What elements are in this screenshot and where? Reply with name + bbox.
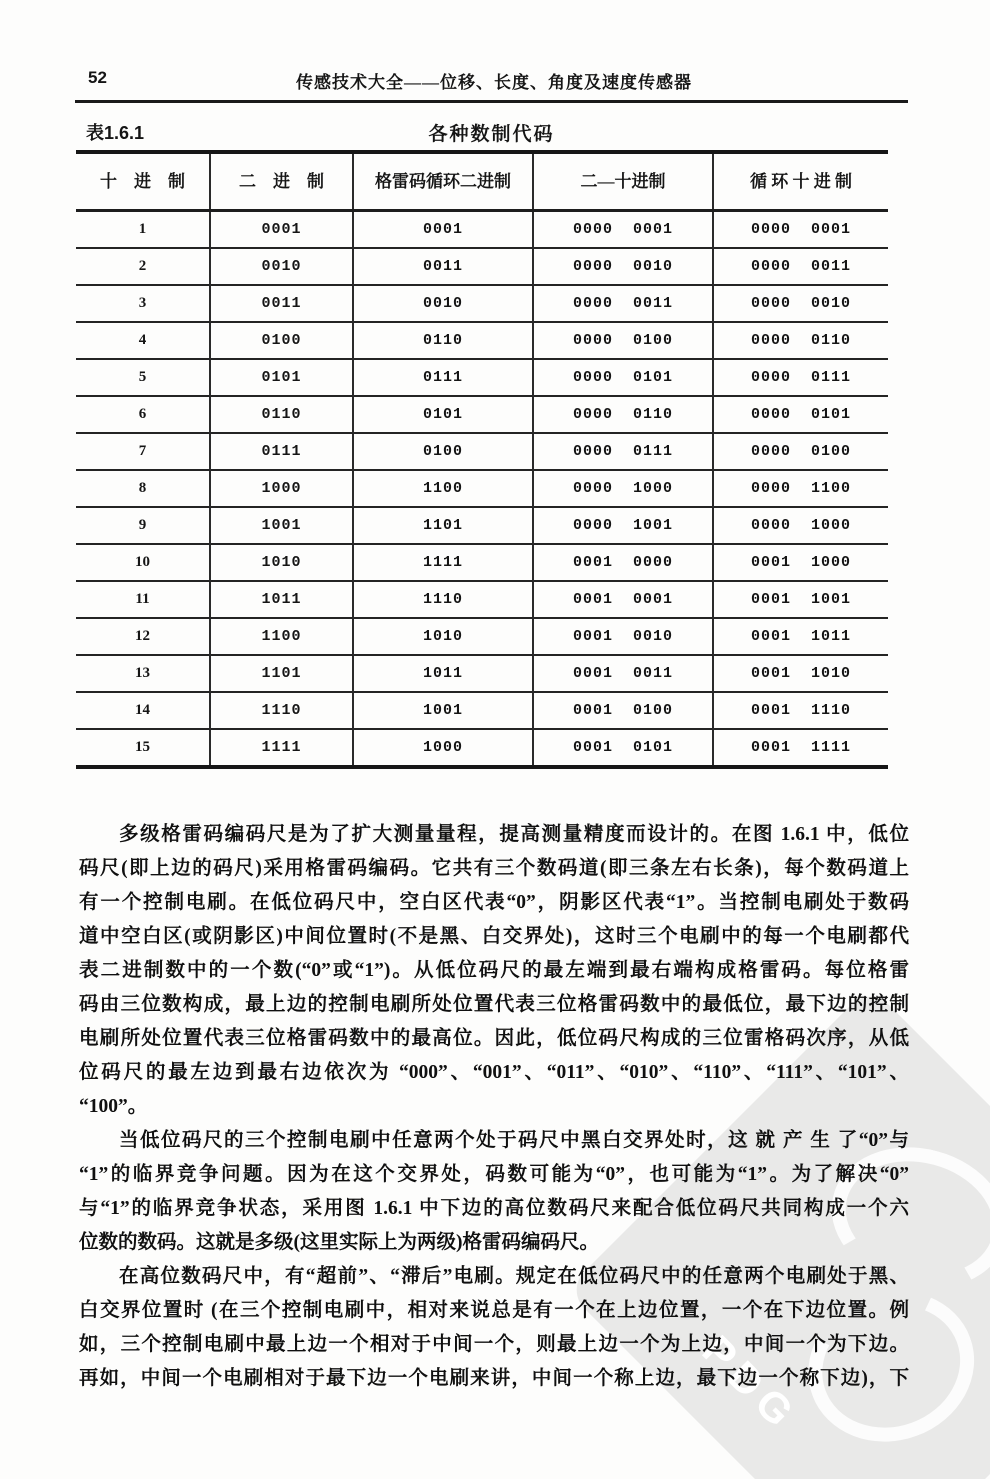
table-row [76,323,888,360]
watermark-pdg-label: PDG [693,1326,809,1441]
table-row [76,212,888,249]
text-line: 码由三位数构成，最上边的控制电刷所处位置代表三位格雷码数中的最低位，最下边的控制 [79,994,909,1015]
cell-bcd: 0000 1001 [534,508,714,545]
cell-bcd: 0001 0000 [534,545,714,582]
cell-cyclic-decimal: 0000 1000 [714,508,888,545]
cell-cyclic-decimal: 0000 1100 [714,471,888,508]
cell-cyclic-decimal: 0001 1110 [714,693,888,730]
table-row [76,508,888,545]
table-row [76,582,888,619]
cell-decimal: 3 [76,286,211,323]
cell-cyclic-decimal: 0001 1000 [714,545,888,582]
cell-decimal: 12 [76,619,211,656]
cell-bcd: 0000 0100 [534,323,714,360]
text-line: 有一个控制电刷。在低位码尺中，空白区代表“0”，阴影区代表“1”。当控制电刷处于数码 [79,892,909,913]
cell-gray-binary: 0001 [354,212,534,249]
table-row [76,471,888,508]
cell-cyclic-decimal: 0001 1111 [750,739,851,756]
cell-gray-binary: 1001 [354,693,534,730]
table-row [76,619,888,656]
text-line: 白交界位置时 (在三个控制电刷中，相对来说总是有一个在上边位置，一个在下边位置。例 [79,1300,909,1321]
cell-bcd: 0000 1000 [534,471,714,508]
cell-gray-binary: 0111 [354,360,534,397]
col-header-gray-binary: 格雷码循环二进制 [354,154,534,209]
cell-gray-binary: 0101 [354,397,534,434]
cell-cyclic-decimal: 0000 0010 [714,286,888,323]
cell-decimal: 1 [76,212,211,249]
table-row [76,693,888,730]
cell-gray-binary: 0100 [354,434,534,471]
cell-decimal: 8 [76,471,211,508]
table-body [76,212,888,765]
body-text [79,818,909,1396]
cell-binary: 1010 [211,545,354,582]
cell-binary: 0110 [211,397,354,434]
text-line: 多级格雷码编码尺是为了扩大测量量程，提高测量精度而设计的。在图 1.6.1 中，低位 [119,824,909,845]
cell-decimal: 11 [76,582,211,619]
text-line: 与“1”的临界竞争状态，采用图 1.6.1 中下边的高位数码尺来配合低位码尺共同构成一个六 [79,1198,909,1219]
text-line: “1”的临界竞争问题。因为在这个交界处，码数可能为“0”，也可能为“1”。为了解决“0” [79,1164,909,1185]
cell-cyclic-decimal: 0000 0110 [714,323,888,360]
table-row [76,360,888,397]
col-header-decimal: 十 进 制 [76,154,211,209]
cell-gray-binary: 0110 [354,323,534,360]
cell-bcd: 0001 0100 [534,693,714,730]
cell-decimal: 5 [76,360,211,397]
table-row [76,397,888,434]
cell-binary: 1101 [211,656,354,693]
cell-gray-binary: 0011 [354,249,534,286]
table-row [76,730,888,765]
text-line: 在高位数码尺中，有“超前”、“滞后”电刷。规定在低位码尺中的任意两个电刷处于黑、 [119,1266,909,1287]
col-header-cyclic-decimal: 循 环 十 进 制 [750,172,852,191]
cell-decimal: 10 [76,545,211,582]
text-line: 电刷所处位置代表三位格雷码数中的最高位。因此，低位码尺构成的三位雷格码次序，从低 [79,1028,909,1049]
cell-gray-binary: 0010 [354,286,534,323]
cell-binary: 1011 [211,582,354,619]
cell-bcd: 0000 0010 [534,249,714,286]
cell-bcd: 0001 0010 [534,619,714,656]
cell-gray-binary: 1011 [354,656,534,693]
cell-bcd: 0000 0110 [534,397,714,434]
cell-binary: 0111 [211,434,354,471]
cell-decimal: 13 [76,656,211,693]
table-label: 表1.6.1 [86,123,145,143]
text-line: “100”。 [79,1096,148,1117]
cell-decimal: 7 [76,434,211,471]
cell-cyclic-decimal: 0001 1010 [714,656,888,693]
table-row [76,545,888,582]
text-line: 位数的数码。这就是多级(这里实际上为两级)格雷码编码尺。 [79,1232,599,1253]
cell-cyclic-decimal: 0000 0001 [714,212,888,249]
cell-decimal: 15 [76,730,211,765]
cell-binary: 1110 [211,693,354,730]
cell-decimal: 4 [76,323,211,360]
table-row [76,286,888,323]
running-head [78,66,910,92]
cell-binary: 0001 [211,212,354,249]
cell-bcd: 0001 0001 [534,582,714,619]
cell-decimal: 9 [76,508,211,545]
text-line: 位码尺的最左边到最右边依次为 “000”、“001”、“011”、“010”、“110”、“111”、“101”、 [79,1062,909,1083]
text-line: 码尺(即上边的码尺)采用格雷码编码。它共有三个数码道(即三条左右长条)，每个数码道上 [79,858,909,879]
cell-binary: 1000 [211,471,354,508]
table-caption-row [78,115,905,147]
text-line: 当低位码尺的三个控制电刷中任意两个处于码尺中黑白交界处时，这 就 产 生 了“0”与 [119,1130,909,1151]
text-line: 道中空白区(或阴影区)中间位置时(不是黑、白交界处)，这时三个电刷中的每一个电刷都代 [79,926,909,947]
cell-binary: 1111 [211,730,354,765]
cell-cyclic-decimal: 0001 1001 [714,582,888,619]
cell-bcd: 0001 0011 [534,656,714,693]
table-caption: 各种数制代码 [428,124,555,145]
cell-gray-binary: 1110 [354,582,534,619]
cell-gray-binary: 1000 [354,730,534,765]
table-header-row [76,154,888,212]
cell-decimal: 6 [76,397,211,434]
text-line: 再如，中间一个电刷相对于最下边一个电刷来讲，中间一个称上边，最下边一个称下边)，下 [79,1368,909,1389]
col-header-binary: 二 进 制 [211,154,354,209]
cell-cyclic-decimal: 0000 0111 [714,360,888,397]
cell-binary: 0010 [211,249,354,286]
page-number: 52 [88,68,107,87]
cell-binary: 1001 [211,508,354,545]
cell-binary: 1100 [211,619,354,656]
text-line: 表二进制数中的一个数(“0”或“1”)。从低位码尺的最左端到最右端构成格雷码。每位格雷 [79,960,909,981]
cell-bcd: 0000 0011 [534,286,714,323]
cell-gray-binary: 1101 [354,508,534,545]
cell-binary: 0011 [211,286,354,323]
cell-cyclic-decimal: 0000 0101 [714,397,888,434]
cell-bcd: 0001 0101 [534,730,714,765]
cell-decimal: 2 [76,249,211,286]
cell-cyclic-decimal: 0000 0100 [714,434,888,471]
head-rule [75,100,908,103]
col-header-bcd: 二—十进制 [534,154,714,209]
numeric-codes-table [76,150,888,769]
cell-gray-binary: 1010 [354,619,534,656]
cell-bcd: 0000 0111 [534,434,714,471]
cell-binary: 0101 [211,360,354,397]
book-running-title: 传感技术大全——位移、长度、角度及速度传感器 [296,73,692,92]
cell-cyclic-decimal: 0000 0011 [714,249,888,286]
cell-gray-binary: 1111 [354,545,534,582]
cell-bcd: 0000 0001 [534,212,714,249]
cell-cyclic-decimal: 0001 1011 [714,619,888,656]
table-row [76,249,888,286]
cell-decimal: 14 [76,693,211,730]
cell-gray-binary: 1100 [354,471,534,508]
cell-bcd: 0000 0101 [534,360,714,397]
table-row [76,656,888,693]
text-line: 如，三个控制电刷中最上边一个相对于中间一个，则最上边一个为上边，中间一个为下边。 [79,1334,909,1355]
table-row [76,434,888,471]
cell-binary: 0100 [211,323,354,360]
